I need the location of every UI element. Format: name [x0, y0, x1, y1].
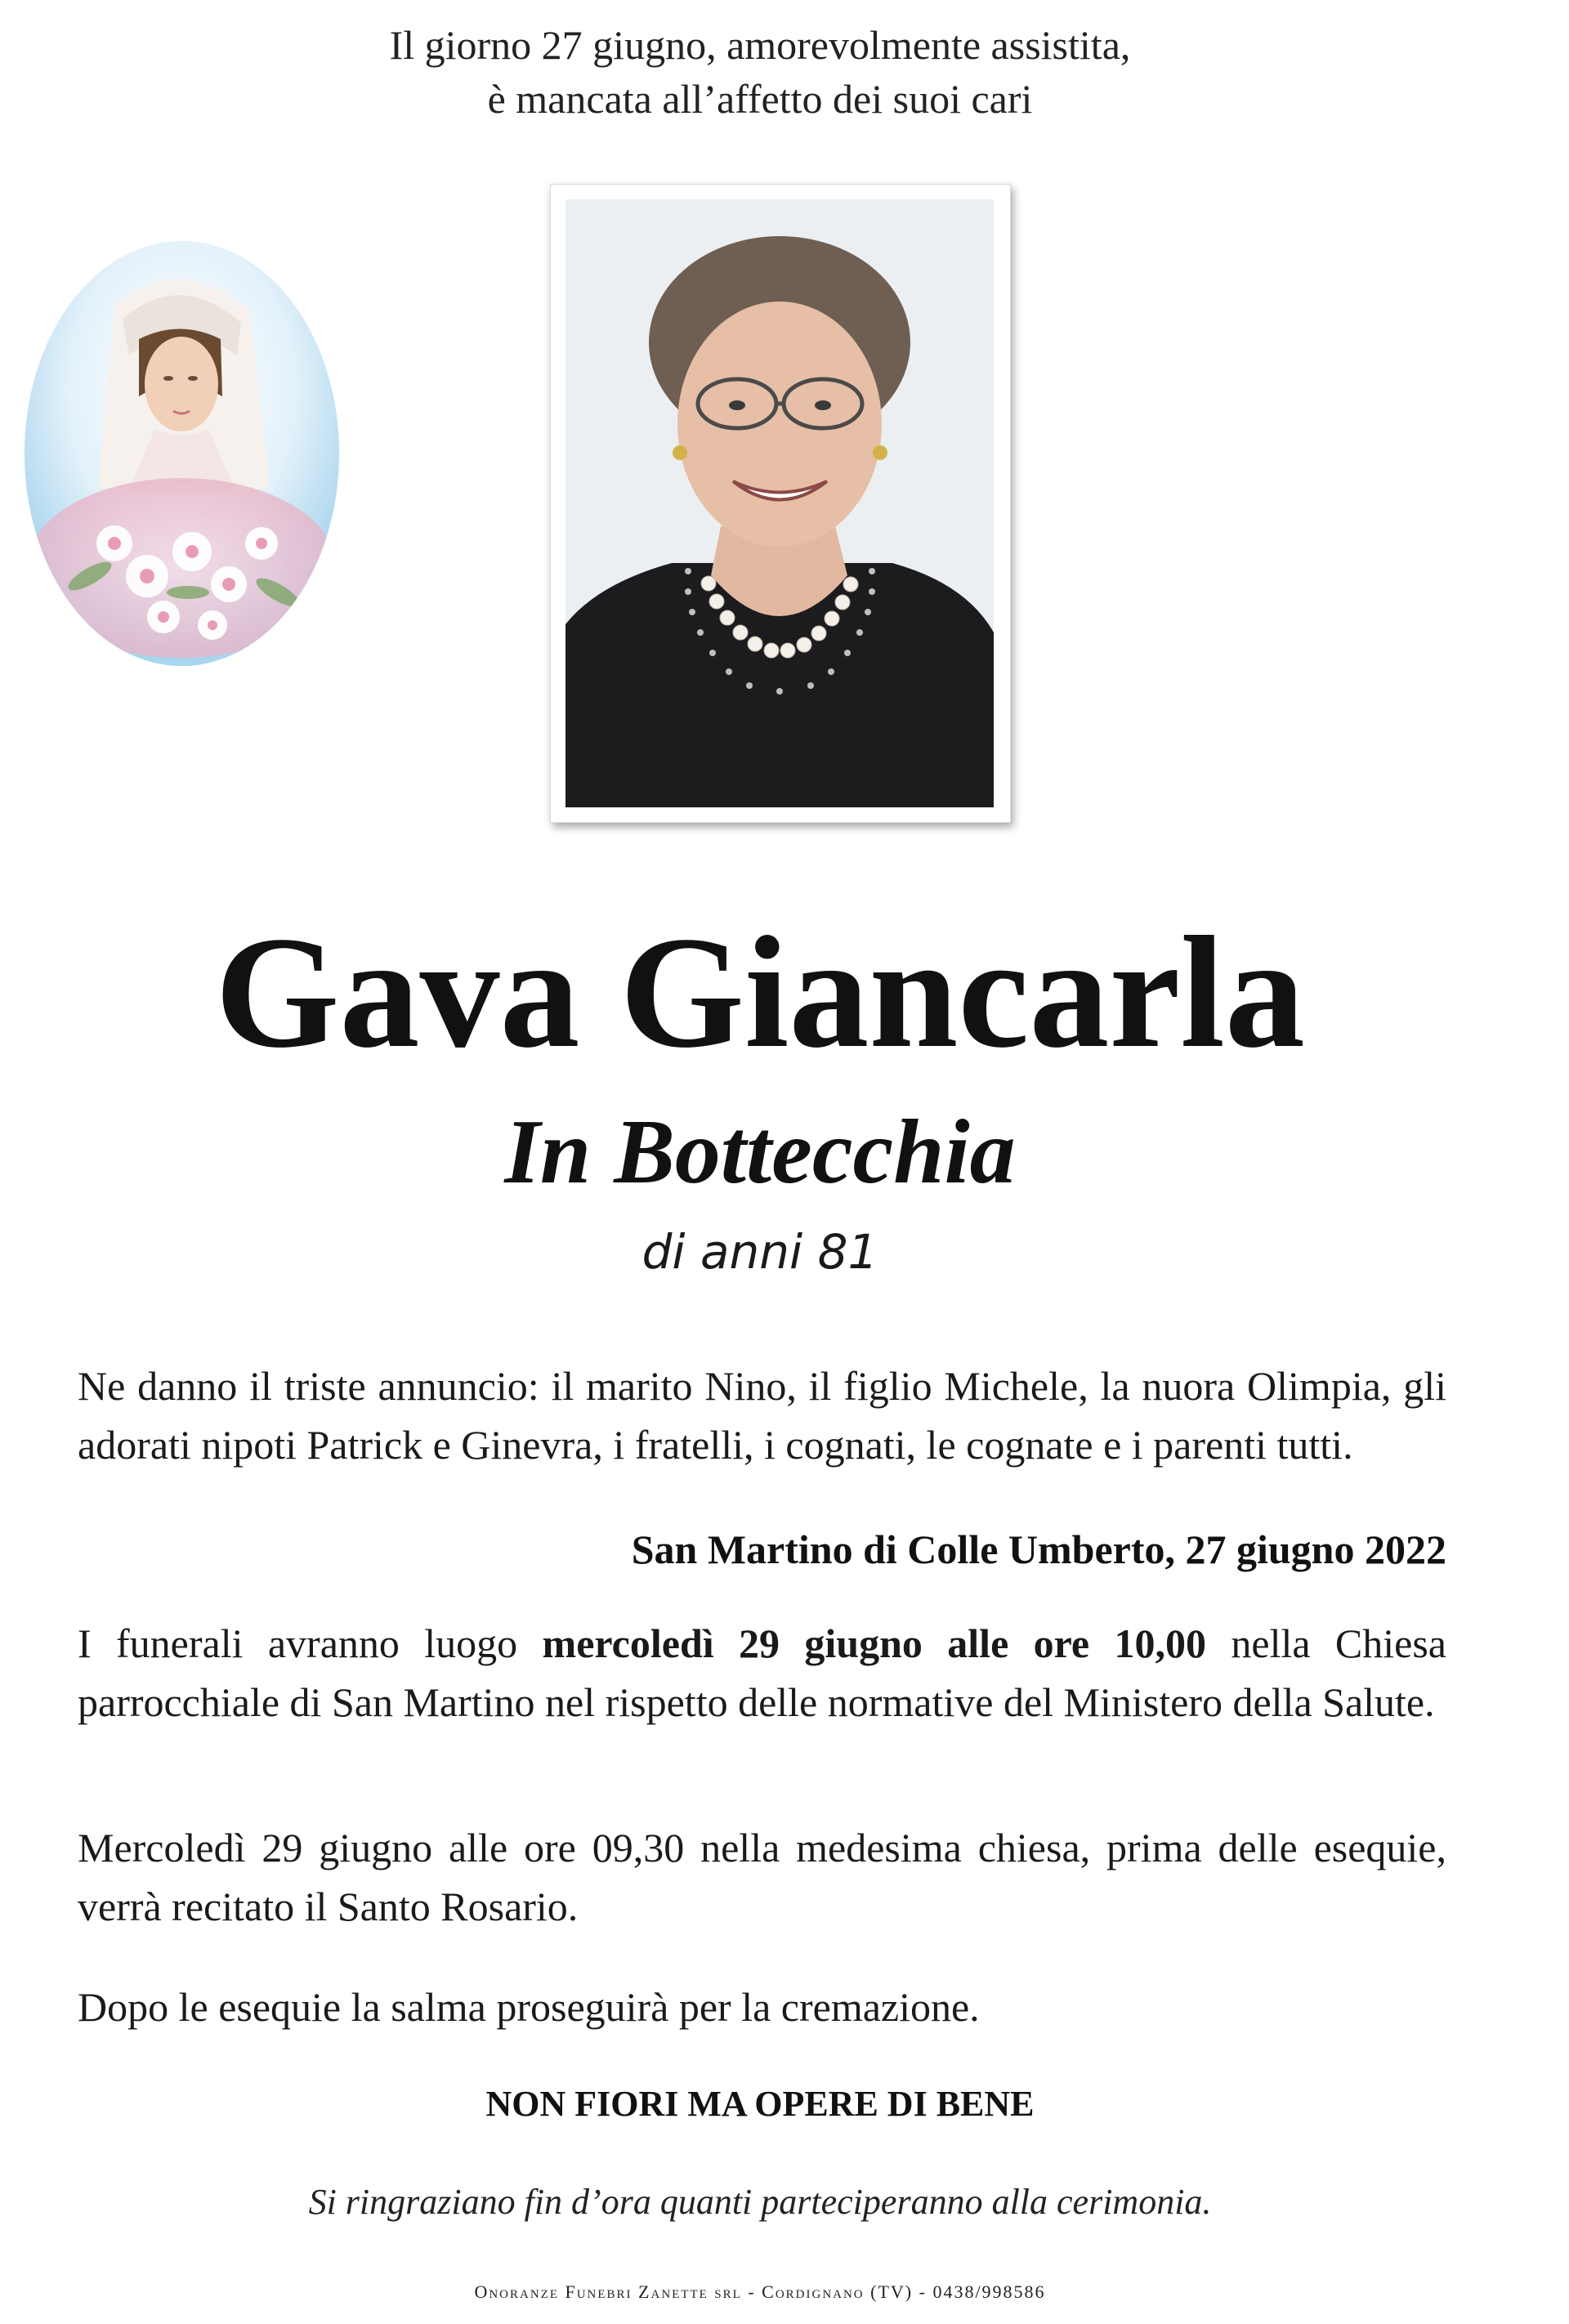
rosary-paragraph: Mercoledì 29 giugno alle ore 09,30 nella medesima chiesa, prima delle esequie, verrà recitato il Santo Rosario. [78, 1825, 1446, 1929]
funeral-paragraph [78, 1614, 1446, 1732]
announcement-paragraph: Ne danno il triste annuncio: il marito Nino, il figlio Michele, la nuora Olimpia, gli adorati nipoti Patrick e Ginevra, i fratelli, i cognati, le cognate e i parenti tutti. [78, 1363, 1446, 1468]
intro-text [0, 18, 1520, 126]
thanks-line: Si ringraziano fin d’ora quanti parteciperanno alla cerimonia. [308, 2182, 1212, 2222]
portrait-illustration [565, 199, 994, 807]
portrait-photo-frame [550, 184, 1011, 823]
married-name: In Bottecchia [504, 1102, 1016, 1203]
intro-line-1: Il giorno 27 giugno, amorevolmente assistita, [389, 22, 1131, 68]
deceased-name: Gava Giancarla [215, 904, 1305, 1081]
deceased-age: di anni 81 [641, 1224, 878, 1280]
funeral-home-footer: Onoranze Funebri Zanette srl - Cordignano (TV) - 0438/998586 [474, 2282, 1046, 2302]
intro-line-2: è mancata all’affetto dei suoi cari [487, 76, 1033, 122]
no-flowers-notice: NON FIORI MA OPERE DI BENE [485, 2084, 1035, 2124]
place-and-date: San Martino di Colle Umberto, 27 giugno 2022 [631, 1526, 1446, 1572]
madonna-illustration [25, 241, 339, 666]
cremation-paragraph: Dopo le esequie la salma proseguirà per la cremazione. [78, 1984, 980, 2030]
madonna-image [25, 241, 339, 666]
funeral-text-before: I funerali avranno luogo [78, 1620, 518, 1666]
funeral-datetime: mercoledì 29 giugno alle ore 10,00 [542, 1620, 1206, 1666]
funeral-text-after: nella Chiesa parrocchiale di San Martino nel rispetto delle normative del Ministero della Salute. [78, 1620, 1447, 1725]
portrait-photo [565, 199, 994, 807]
